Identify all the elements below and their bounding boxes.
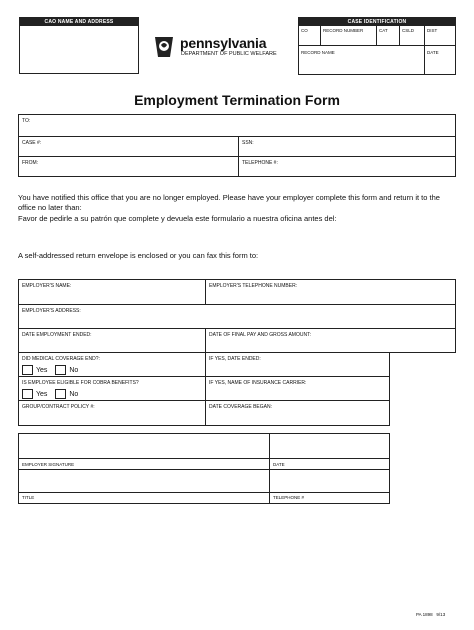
divider [424,26,425,46]
from-label: FROM: [22,160,39,166]
medical-coverage-label: DID MEDICAL COVERAGE END?: [22,356,100,362]
employer-signature-input[interactable] [19,434,269,458]
signature-telephone-input[interactable] [270,470,389,492]
case-identification-box [298,17,456,75]
employer-address-field[interactable] [18,304,456,329]
signature-telephone-label: TELEPHONE # [273,495,305,500]
telephone-field[interactable] [238,156,456,177]
telephone-label: TELEPHONE #: [242,160,278,166]
case-id-record-number: RECORD NUMBER [323,28,364,33]
medical-yes-checkbox[interactable] [22,365,33,375]
insurance-carrier-label: IF YES, NAME OF INSURANCE CARRIER: [209,380,307,386]
date-employment-ended-label: DATE EMPLOYMENT ENDED: [22,332,92,338]
form-code: PA 1898 9/13 [416,612,446,617]
group-policy-field[interactable] [18,400,206,426]
divider [399,26,400,46]
keystone-icon [152,35,176,59]
cao-box [19,17,139,74]
ssn-field[interactable] [238,136,456,157]
cobra-options [22,389,84,399]
medical-yes-label: Yes [36,366,48,374]
insurance-carrier-field[interactable] [205,376,390,401]
employer-address-label: EMPLOYER'S ADDRESS: [22,308,81,314]
final-pay-label: DATE OF FINAL PAY AND GROSS AMOUNT: [209,332,311,338]
case-number-label: CASE #: [22,140,42,146]
to-label: TO: [22,118,31,124]
case-id-dist: DIST [427,28,438,33]
medical-date-ended-label: IF YES, DATE ENDED: [209,356,261,362]
signature-box [18,433,390,504]
group-policy-label: GROUP/CONTRACT POLICY #: [22,404,95,410]
to-field[interactable] [18,114,456,137]
cobra-label: IS EMPLOYEE ELIGIBLE FOR COBRA BENEFITS? [22,380,139,386]
date-coverage-began-field[interactable] [205,400,390,426]
medical-coverage-field [18,352,206,377]
cobra-no-checkbox[interactable] [55,389,66,399]
instruction-english: You have notified this office that you are no longer employed. Please have your employer complete this form and return it to the office no later than: [18,193,440,212]
divider [424,46,425,74]
record-name-label: RECORD NAME [301,50,335,55]
employer-phone-field[interactable] [205,279,456,305]
case-number-field[interactable] [18,136,239,157]
instruction-spanish: Favor de pedirle a su patrón que complete y devuela este formulario a nuestra oficina antes del: [18,214,337,223]
medical-no-label: No [69,366,79,374]
instruction-envelope: A self-addressed return envelope is enclosed or you can fax this form to: [18,251,259,260]
pa-logo [152,34,287,62]
employer-signature-label: EMPLOYER SIGNATURE [22,462,75,467]
cao-label: CAO NAME AND ADDRESS [20,18,138,26]
case-id-cat: CAT [379,28,388,33]
final-pay-field[interactable] [205,328,456,353]
ssn-label: SSN: [242,140,254,146]
signature-date-input[interactable] [270,434,389,458]
case-id-csld: CSLD [402,28,415,33]
case-id-co: CO [301,28,308,33]
case-id-title: CASE IDENTIFICATION [299,18,455,26]
title-input[interactable] [19,470,269,492]
medical-no-checkbox[interactable] [55,365,66,375]
cobra-yes-label: Yes [36,390,48,398]
form-title: Employment Termination Form [134,92,340,108]
logo-text: pennsylvania [180,35,267,51]
cobra-field [18,376,206,401]
case-id-row-1 [299,26,455,46]
case-date-label: DATE [427,50,439,55]
date-coverage-began-label: DATE COVERAGE BEGAN: [209,404,272,410]
department-name: DEPARTMENT OF PUBLIC WELFARE [181,51,277,57]
medical-date-ended-field[interactable] [205,352,390,377]
employer-name-label: EMPLOYER'S NAME: [22,283,72,289]
divider [320,26,321,46]
cobra-no-label: No [69,390,79,398]
title-label: TITLE [22,495,35,500]
signature-hline-3 [19,492,389,493]
from-field[interactable] [18,156,239,177]
employer-phone-label: EMPLOYER'S TELEPHONE NUMBER: [209,283,298,289]
employer-name-field[interactable] [18,279,206,305]
date-employment-ended-field[interactable] [18,328,206,353]
signature-date-label: DATE [273,462,285,467]
cobra-yes-checkbox[interactable] [22,389,33,399]
signature-hline-1 [19,458,389,459]
divider [376,26,377,46]
medical-coverage-options [22,365,84,375]
